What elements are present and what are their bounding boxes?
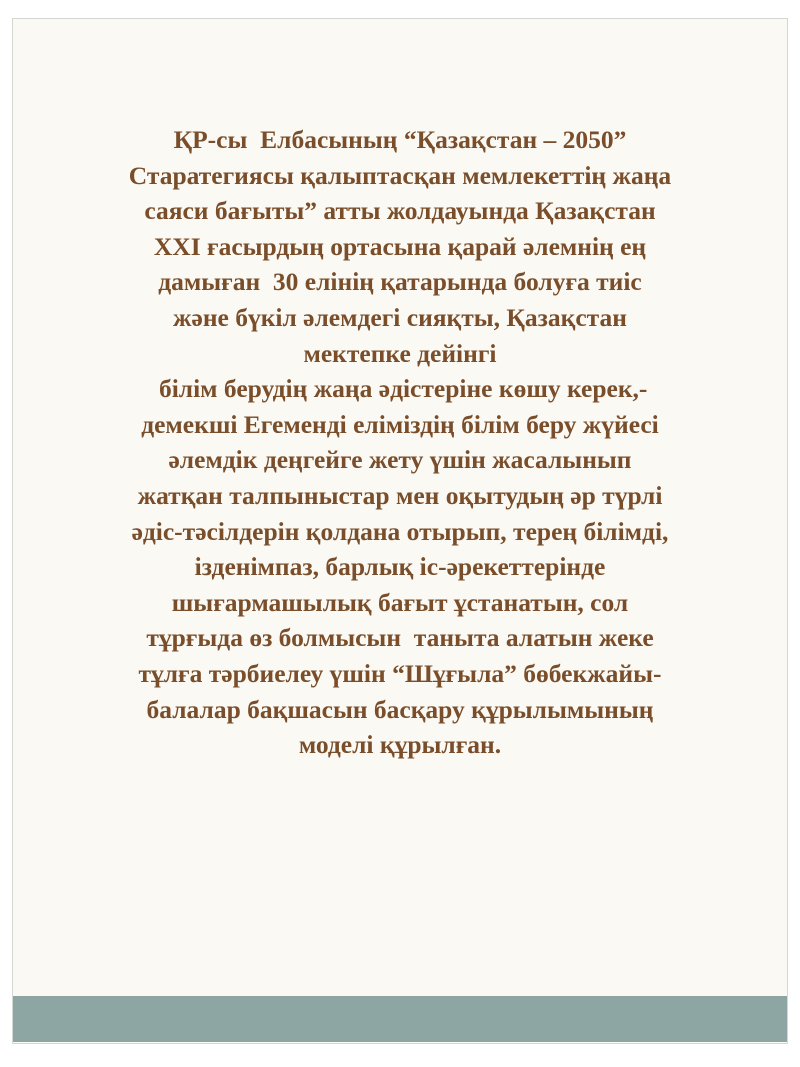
body-line: XXI ғасырдың ортасына қарай әлемнің ең: [153, 231, 647, 261]
body-line: әлемдік деңгейге жету үшін жасалынып: [168, 445, 632, 475]
body-line: шығармашылық бағыт ұстанатын, сол: [171, 587, 629, 617]
body-line: балалар бақшасын басқару құрылымының: [146, 694, 654, 724]
body-line: мектепке дейінгі: [303, 338, 497, 368]
body-line: ҚР-сы Елбасының “Қазақстан – 2050”: [173, 125, 627, 154]
body-paragraph: [40, 122, 760, 763]
body-line: және бүкіл әлемдегі сияқты, Қазақстан: [173, 302, 627, 332]
body-line: ізденімпаз, барлық іс-әрекеттерінде: [194, 552, 606, 582]
body-line: тұрғыда өз болмысын таныта алатын жеке: [146, 623, 654, 653]
body-line: демекші Егеменді еліміздің білім беру жүйесі: [141, 409, 659, 439]
body-line: жатқан талпыныстар мен оқытудың әр түрлі: [137, 480, 663, 510]
body-line: моделі құрылған.: [298, 730, 502, 760]
body-line: саяси бағыты” атты жолдауында Қазақстан: [144, 196, 656, 226]
body-line: дамыған 30 елінің қатарында болуға тиіс: [158, 267, 642, 297]
body-line: тұлға тәрбиелеу үшін “Шұғыла” бөбекжайы-: [138, 658, 662, 688]
body-line: Старатегиясы қалыптасқан мемлекеттің жаңа: [128, 160, 672, 190]
body-line: білім берудің жаңа әдістеріне көшу керек,-: [152, 374, 648, 404]
footer-bar: [13, 996, 787, 1042]
body-line: әдіс-тәсілдерін қолдана отырып, терең білімді,: [131, 516, 669, 546]
